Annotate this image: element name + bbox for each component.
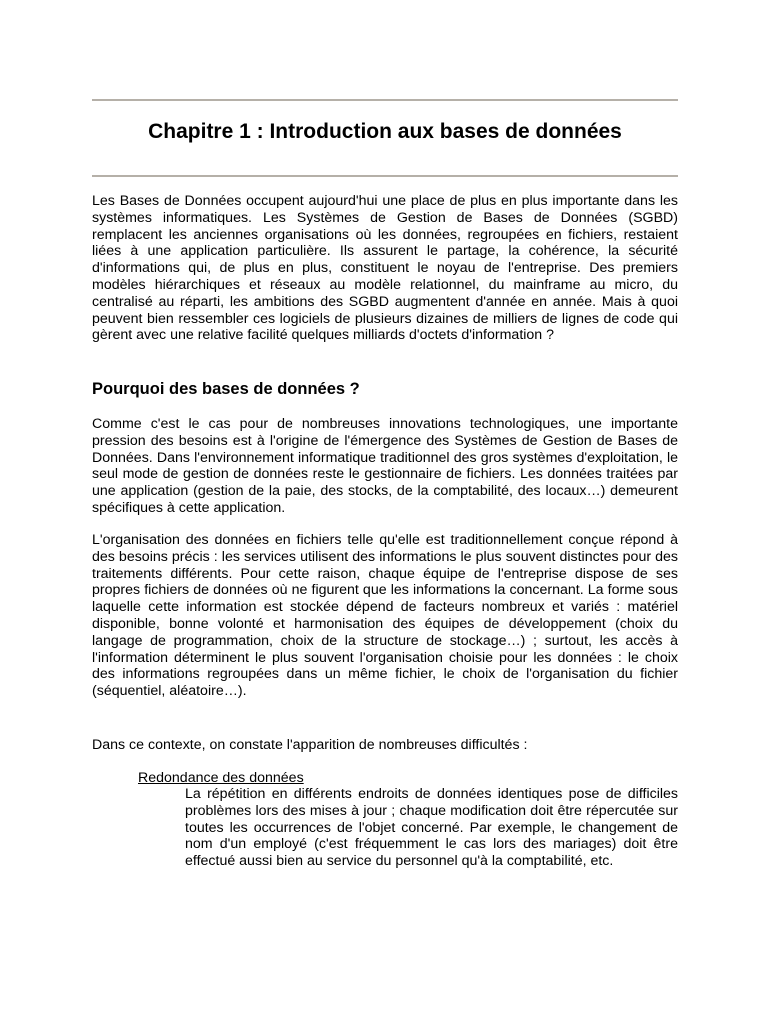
section-paragraph-1: Comme c'est le cas pour de nombreuses innovations technologiques, une importante pression des besoins est à l'origine de l'émergence des Systèmes de Gestion de Bases de Données. Dans l'environnement informatique traditionnel des gros systèmes d'exploitation, le seul mode de gestion de données reste le gestionnaire de fichiers. Les données traitées par une application (gestion de la paie, des stocks, de la comptabilité, des locaux…) demeurent spécifiques à cette application. xyxy=(92,416,678,516)
section-heading: Pourquoi des bases de données ? xyxy=(92,380,360,398)
intro-paragraph: Les Bases de Données occupent aujourd'hui une place de plus en plus importante dans les systèmes informatiques. Les Systèmes de Gestion de Bases de Données (SGBD) remplacent les anciennes organisations où les données, regroupées en fichiers, restaient liées à une application particulière. Ils assurent le partage, la cohérence, la sécurité d'informations qui, de plus en plus, constituent le noyau de l'entreprise. Des premiers modèles hiérarchiques et réseaux au modèle relationnel, du mainframe au micro, du centralisé au réparti, les ambitions des SGBD augmentent d'année en année. Mais à quoi peuvent bien ressembler ces logiciels de plusieurs dizaines de milliers de lignes de code qui gèrent avec une relative facilité quelques milliards d'octets d'information ? xyxy=(92,193,678,344)
bottom-divider xyxy=(92,175,678,177)
section-paragraph-2: L'organisation des données en fichiers telle qu'elle est traditionnellement conçue répond à des besoins précis : les services utilisent des informations le plus souvent distinctes pour des traitements différents. Pour cette raison, chaque équipe de l'entreprise dispose de ses propres fichiers de données où ne figurent que les informations la concernant. La forme sous laquelle cette information est stockée dépend de facteurs nombreux et variés : matériel disponible, bonne volonté et harmonisation des équipes de développement (choix du langage de programmation, choix de la structure de stockage…) ; surtout, les accès à l'information déterminent le plus souvent l'organisation choisie pour les données : le choix des informations regroupées dans un même fichier, le choix de l'organisation du fichier (séquentiel, aléatoire…). xyxy=(92,532,678,700)
chapter-title: Chapitre 1 : Introduction aux bases de données xyxy=(148,120,622,143)
difficulty-body: La répétition en différents endroits de données identiques pose de difficiles problèmes lors des mises à jour ; chaque modification doit être répercutée sur toutes les occurrences de l'objet concerné. Par exemple, le changement de nom d'un employé (c'est fréquemment le cas lors des mariages) doit être effectué aussi bien au service du personnel qu'à la comptabilité, etc. xyxy=(185,786,678,870)
section-paragraph-3: Dans ce contexte, on constate l'apparition de nombreuses difficultés : xyxy=(92,737,528,753)
top-divider xyxy=(92,99,678,101)
difficulty-title: Redondance des données xyxy=(138,770,304,786)
